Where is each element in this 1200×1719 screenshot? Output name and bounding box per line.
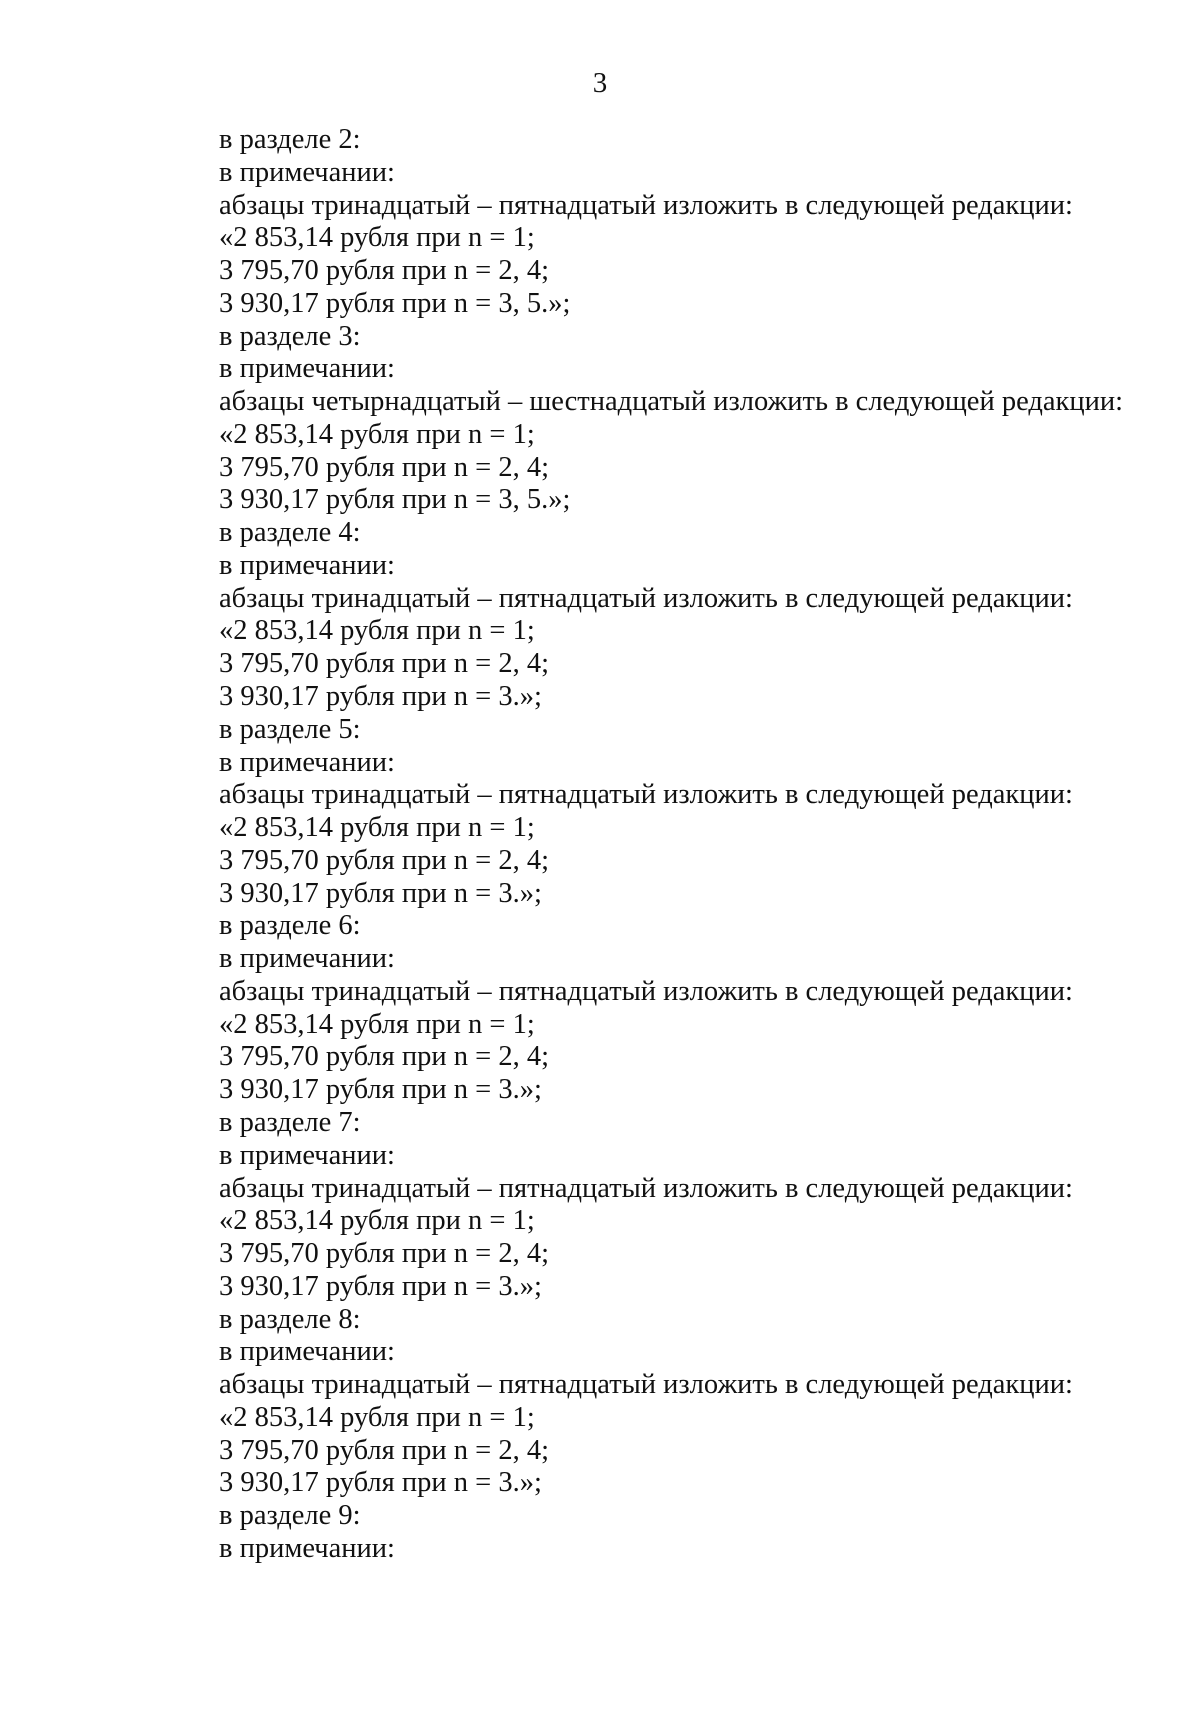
text-line: в разделе 3: (219, 320, 361, 352)
text-line: «2 853,14 рубля при n = 1; (219, 615, 535, 647)
text-line: в примечании: (219, 353, 395, 385)
text-line: 3 795,70 рубля при n = 2, 4; (219, 451, 549, 483)
text-line: в разделе 8: (219, 1303, 361, 1335)
text-line: абзацы тринадцатый – пятнадцатый изложить в следующей редакции: (219, 779, 1073, 811)
text-line: абзацы четырнадцатый – шестнадцатый изложить в следующей редакции: (219, 386, 1124, 418)
text-line: 3 795,70 рубля при n = 2, 4; (219, 1041, 549, 1073)
text-line: «2 853,14 рубля при n = 1; (219, 222, 535, 254)
text-line: 3 930,17 рубля при n = 3.»; (219, 681, 542, 713)
text-line: абзацы тринадцатый – пятнадцатый изложить в следующей редакции: (219, 975, 1073, 1007)
text-line: 3 795,70 рубля при n = 2, 4; (219, 1434, 549, 1466)
text-line: в примечании: (219, 943, 395, 975)
text-line: «2 853,14 рубля при n = 1; (219, 812, 535, 844)
text-line: 3 930,17 рубля при n = 3.»; (219, 1270, 542, 1302)
text-line: в разделе 7: (219, 1106, 361, 1138)
text-line: 3 930,17 рубля при n = 3.»; (219, 1074, 542, 1106)
text-line: абзацы тринадцатый – пятнадцатый изложить в следующей редакции: (219, 1172, 1073, 1204)
text-line: в примечании: (219, 549, 395, 581)
text-line: в примечании: (219, 1139, 395, 1171)
text-line: абзацы тринадцатый – пятнадцатый изложить в следующей редакции: (219, 189, 1073, 221)
text-line: «2 853,14 рубля при n = 1; (219, 1008, 535, 1040)
text-line: в примечании: (219, 746, 395, 778)
text-line: 3 930,17 рубля при n = 3, 5.»; (219, 287, 571, 319)
document-body (219, 124, 1179, 1566)
text-line: «2 853,14 рубля при n = 1; (219, 1401, 535, 1433)
text-line: в разделе 9: (219, 1500, 361, 1532)
text-line: в разделе 4: (219, 517, 361, 549)
text-line: в примечании: (219, 156, 395, 188)
text-line: 3 795,70 рубля при n = 2, 4; (219, 844, 549, 876)
text-line: в примечании: (219, 1336, 395, 1368)
text-line: 3 795,70 рубля при n = 2, 4; (219, 255, 549, 287)
text-line: 3 930,17 рубля при n = 3.»; (219, 877, 542, 909)
text-line: в примечании: (219, 1532, 395, 1564)
text-line: абзацы тринадцатый – пятнадцатый изложить в следующей редакции: (219, 582, 1073, 614)
text-line: 3 795,70 рубля при n = 2, 4; (219, 1238, 549, 1270)
text-line: в разделе 6: (219, 910, 361, 942)
text-line: 3 795,70 рубля при n = 2, 4; (219, 648, 549, 680)
text-line: в разделе 5: (219, 713, 361, 745)
text-line: 3 930,17 рубля при n = 3.»; (219, 1467, 542, 1499)
text-line: «2 853,14 рубля при n = 1; (219, 418, 535, 450)
text-line: абзацы тринадцатый – пятнадцатый изложить в следующей редакции: (219, 1369, 1073, 1401)
page-number: 3 (592, 67, 608, 99)
text-line: в разделе 2: (219, 124, 361, 155)
text-line: 3 930,17 рубля при n = 3, 5.»; (219, 484, 571, 516)
text-line: «2 853,14 рубля при n = 1; (219, 1205, 535, 1237)
